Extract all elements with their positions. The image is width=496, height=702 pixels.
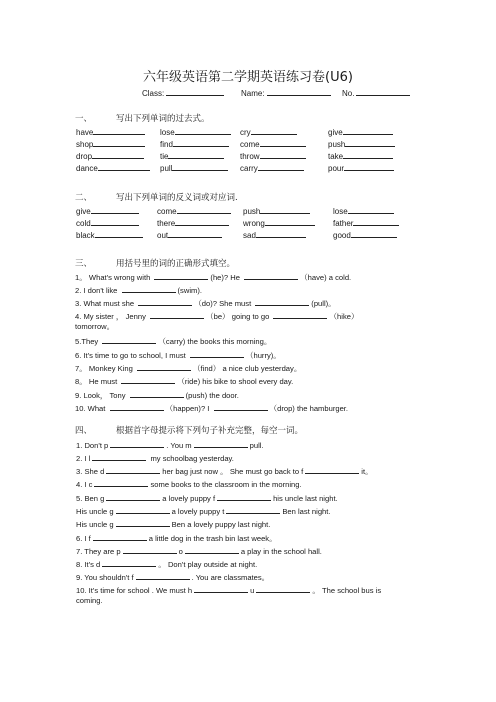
exercise-line xyxy=(75,334,271,347)
line-text: 2. I don't like xyxy=(75,286,120,295)
fill-blank[interactable] xyxy=(154,270,208,280)
line-text: 2. I l xyxy=(76,454,91,463)
fill-blank[interactable] xyxy=(102,557,156,567)
fill-blank[interactable] xyxy=(130,388,184,398)
fill-blank[interactable] xyxy=(106,464,160,474)
fill-blank[interactable] xyxy=(136,570,190,580)
answer-blank[interactable] xyxy=(344,161,394,171)
line-text: coming. xyxy=(76,596,103,605)
exercise-line xyxy=(75,321,114,332)
exercise-line xyxy=(75,388,239,401)
exercise-line xyxy=(75,283,202,295)
word-cell xyxy=(160,161,228,173)
word-text: give xyxy=(328,128,343,137)
answer-blank[interactable] xyxy=(95,228,143,238)
fill-blank[interactable] xyxy=(305,464,359,474)
name-field xyxy=(241,86,331,98)
line-text: 。 The school bus is xyxy=(312,586,382,595)
fill-blank[interactable] xyxy=(150,309,204,319)
fill-blank[interactable] xyxy=(110,401,164,411)
line-text: pull. xyxy=(249,441,264,450)
answer-blank[interactable] xyxy=(168,149,224,159)
exercise-line xyxy=(76,477,302,489)
section-1-heading: 一、 写出下列单词的过去式。 xyxy=(75,114,210,124)
line-text: 4. My sister ， Jenny xyxy=(75,312,149,321)
line-text: （have) a cold. xyxy=(300,273,352,282)
word-cell xyxy=(76,204,139,216)
line-text: 8. It's d xyxy=(76,560,101,569)
name-blank[interactable] xyxy=(267,86,331,96)
line-text: o xyxy=(178,547,183,556)
word-cell xyxy=(160,149,224,161)
fill-blank[interactable] xyxy=(122,283,176,293)
word-text: lose xyxy=(333,207,348,216)
line-text: 5.They xyxy=(75,337,101,346)
section-3-heading: 三、 用括号里的词的正确形式填空。 xyxy=(75,259,236,269)
section-4-heading: 四、 根据首字母提示将下列句子补充完整，每空一词。 xyxy=(75,426,304,436)
answer-blank[interactable] xyxy=(172,161,228,171)
line-text: 4. I c xyxy=(76,480,93,489)
answer-blank[interactable] xyxy=(258,161,304,171)
answer-blank[interactable] xyxy=(93,125,145,135)
word-cell xyxy=(240,125,297,137)
fill-blank[interactable] xyxy=(116,504,170,514)
fill-blank[interactable] xyxy=(116,517,170,527)
line-text: (pull)。 xyxy=(311,299,336,308)
word-cell xyxy=(243,204,310,216)
exercise-line xyxy=(76,583,381,596)
word-cell xyxy=(157,228,222,240)
line-text: 8。 He must xyxy=(75,377,120,386)
line-text: （carry) the books this morning。 xyxy=(158,337,272,346)
line-text: a lovely puppy f xyxy=(162,494,216,503)
word-cell xyxy=(160,125,231,137)
fill-blank[interactable] xyxy=(255,296,309,306)
answer-blank[interactable] xyxy=(91,216,139,226)
line-text: （do)? She must xyxy=(194,299,254,308)
line-text: 6. It's time to go to school, I must xyxy=(75,351,188,360)
word-cell xyxy=(328,137,395,149)
line-text: 10. What xyxy=(75,404,108,413)
line-text: （hike） xyxy=(329,312,359,321)
word-cell xyxy=(328,125,393,137)
line-text: （be） going to go xyxy=(206,312,272,321)
exercise-line xyxy=(76,531,277,544)
word-cell xyxy=(333,216,399,228)
word-cell xyxy=(76,216,139,228)
word-cell xyxy=(76,137,145,149)
fill-blank[interactable] xyxy=(194,583,248,593)
answer-blank[interactable] xyxy=(343,125,393,135)
line-text: Ben a lovely puppy last night. xyxy=(171,520,271,529)
class-field xyxy=(142,86,224,98)
line-text: （find） a nice club yesterday。 xyxy=(192,364,302,373)
fill-blank[interactable] xyxy=(185,544,239,554)
word-text: come xyxy=(240,140,260,149)
word-cell xyxy=(243,228,306,240)
word-text: pour xyxy=(328,164,345,173)
line-text: . You m xyxy=(166,441,192,450)
exercise-line xyxy=(76,570,269,583)
word-text: sad xyxy=(243,231,256,240)
line-text: 9. Look， Tony xyxy=(75,391,128,400)
line-text: His uncle g xyxy=(76,520,114,529)
exercise-line xyxy=(75,374,293,387)
answer-blank[interactable] xyxy=(353,216,399,226)
fill-blank[interactable] xyxy=(273,309,327,319)
word-cell xyxy=(328,149,393,161)
answer-blank[interactable] xyxy=(175,125,231,135)
line-text: (he)? He xyxy=(210,273,243,282)
word-cell xyxy=(240,137,306,149)
word-cell xyxy=(76,228,143,240)
line-text: 7. They are p xyxy=(76,547,121,556)
line-text: tomorrow。 xyxy=(75,322,115,331)
line-text: it。 xyxy=(361,467,373,476)
fill-blank[interactable] xyxy=(106,491,160,501)
answer-blank[interactable] xyxy=(175,216,229,226)
section-2-heading: 二、 写出下列单词的反义词或对应词. xyxy=(75,193,238,203)
fill-blank[interactable] xyxy=(121,374,175,384)
line-text: 。 Don't play outside at night. xyxy=(158,560,258,569)
answer-blank[interactable] xyxy=(348,204,394,214)
word-text: push xyxy=(243,207,261,216)
line-text: 6. I f xyxy=(76,534,91,543)
word-text: shop xyxy=(76,140,94,149)
exercise-line xyxy=(76,438,264,450)
line-text: his uncle last night. xyxy=(273,494,338,503)
line-text: (swim). xyxy=(177,286,202,295)
line-text: （happen)? I xyxy=(165,404,212,413)
line-text: 9. You shouldn't f xyxy=(76,573,134,582)
word-text: drop xyxy=(76,152,93,161)
word-cell xyxy=(76,161,150,173)
exercise-line xyxy=(75,361,301,374)
fill-blank[interactable] xyxy=(123,544,177,554)
fill-blank[interactable] xyxy=(244,270,298,280)
word-text: push xyxy=(328,140,346,149)
answer-blank[interactable] xyxy=(351,228,397,238)
fill-blank[interactable] xyxy=(214,401,268,411)
exercise-line xyxy=(76,517,270,529)
line-text: her bag just now 。 She must go back to f xyxy=(162,467,304,476)
word-text: have xyxy=(76,128,94,137)
word-text: dance xyxy=(76,164,98,173)
line-text: 7。 Monkey King xyxy=(75,364,135,373)
fill-blank[interactable] xyxy=(93,531,147,541)
word-cell xyxy=(333,228,397,240)
answer-blank[interactable] xyxy=(173,137,229,147)
fill-blank[interactable] xyxy=(110,438,164,448)
word-text: find xyxy=(160,140,173,149)
fill-blank[interactable] xyxy=(137,361,191,371)
word-cell xyxy=(76,149,144,161)
word-cell xyxy=(76,125,145,137)
exercise-line xyxy=(76,491,338,503)
exercise-line xyxy=(76,544,322,556)
answer-blank[interactable] xyxy=(345,137,395,147)
fill-blank[interactable] xyxy=(92,451,146,461)
answer-blank[interactable] xyxy=(91,204,139,214)
line-text: Ben last night. xyxy=(282,507,331,516)
name-label: Name: xyxy=(241,89,265,98)
line-text: （drop) the hamburger. xyxy=(269,404,349,413)
word-text: out xyxy=(157,231,169,240)
line-text: （hurry)。 xyxy=(245,351,281,360)
word-text: take xyxy=(328,152,344,161)
word-text: pull xyxy=(160,164,173,173)
fill-blank[interactable] xyxy=(94,477,148,487)
word-cell xyxy=(157,204,231,216)
line-text: a lovely puppy t xyxy=(171,507,225,516)
word-cell xyxy=(243,216,315,228)
fill-blank[interactable] xyxy=(138,296,192,306)
exercise-line xyxy=(76,596,103,605)
word-cell xyxy=(328,161,394,173)
word-text: there xyxy=(157,219,176,228)
exercise-line xyxy=(75,348,281,361)
line-text: 10. It's time for school . We must h xyxy=(76,586,193,595)
line-text: a play in the school hall. xyxy=(240,547,322,556)
answer-blank[interactable] xyxy=(98,161,150,171)
page-title: 六年级英语第二学期英语练习卷(U6) xyxy=(143,70,353,85)
answer-blank[interactable] xyxy=(260,137,306,147)
line-text: 3. What must she xyxy=(75,299,137,308)
line-text: His uncle g xyxy=(76,507,114,516)
line-text: （ride) his bike to shool every day. xyxy=(177,377,294,386)
answer-blank[interactable] xyxy=(343,149,393,159)
answer-blank[interactable] xyxy=(92,149,144,159)
number-blank[interactable] xyxy=(356,86,410,96)
class-blank[interactable] xyxy=(166,86,224,96)
word-text: black xyxy=(76,231,95,240)
fill-blank[interactable] xyxy=(194,438,248,448)
exercise-line xyxy=(76,451,234,463)
word-cell xyxy=(240,161,304,173)
number-field xyxy=(342,86,410,98)
word-cell xyxy=(333,204,394,216)
word-text: wrong xyxy=(243,219,265,228)
word-text: lose xyxy=(160,128,175,137)
line-text: 1。 What's wrong with xyxy=(75,273,153,282)
answer-blank[interactable] xyxy=(260,149,306,159)
exercise-line xyxy=(76,557,257,570)
line-text: 5. Ben g xyxy=(76,494,105,503)
fill-blank[interactable] xyxy=(217,491,271,501)
answer-blank[interactable] xyxy=(265,216,315,226)
word-text: father xyxy=(333,219,354,228)
number-label: No. xyxy=(342,89,355,98)
word-text: tie xyxy=(160,152,169,161)
word-text: carry xyxy=(240,164,258,173)
word-text: good xyxy=(333,231,351,240)
word-text: cry xyxy=(240,128,251,137)
line-text: (push) the door. xyxy=(185,391,239,400)
answer-blank[interactable] xyxy=(177,204,231,214)
word-text: give xyxy=(76,207,91,216)
line-text: u xyxy=(250,586,255,595)
word-text: cold xyxy=(76,219,91,228)
line-text: my schoolbag yesterday. xyxy=(148,454,234,463)
answer-blank[interactable] xyxy=(168,228,222,238)
exercise-line xyxy=(75,309,359,322)
line-text: some books to the classroom in the morning. xyxy=(150,480,302,489)
answer-blank[interactable] xyxy=(256,228,306,238)
word-text: throw xyxy=(240,152,260,161)
word-text: come xyxy=(157,207,177,216)
exercise-line xyxy=(75,296,336,309)
word-cell xyxy=(157,216,229,228)
word-cell xyxy=(240,149,306,161)
fill-blank[interactable] xyxy=(190,348,244,358)
fill-blank[interactable] xyxy=(102,334,156,344)
answer-blank[interactable] xyxy=(260,204,310,214)
exercise-line xyxy=(75,401,348,414)
line-text: 3. She d xyxy=(76,467,105,476)
word-cell xyxy=(160,137,229,149)
fill-blank[interactable] xyxy=(226,504,280,514)
exercise-line xyxy=(75,270,351,283)
answer-blank[interactable] xyxy=(251,125,297,135)
class-label: Class: xyxy=(142,89,165,98)
exercise-line xyxy=(76,504,330,516)
exercise-line xyxy=(76,464,373,477)
fill-blank[interactable] xyxy=(256,583,310,593)
answer-blank[interactable] xyxy=(93,137,145,147)
line-text: 1. Don't p xyxy=(76,441,109,450)
line-text: a little dog in the trash bin last week。 xyxy=(148,534,277,543)
line-text: . You are classmates。 xyxy=(191,573,270,582)
